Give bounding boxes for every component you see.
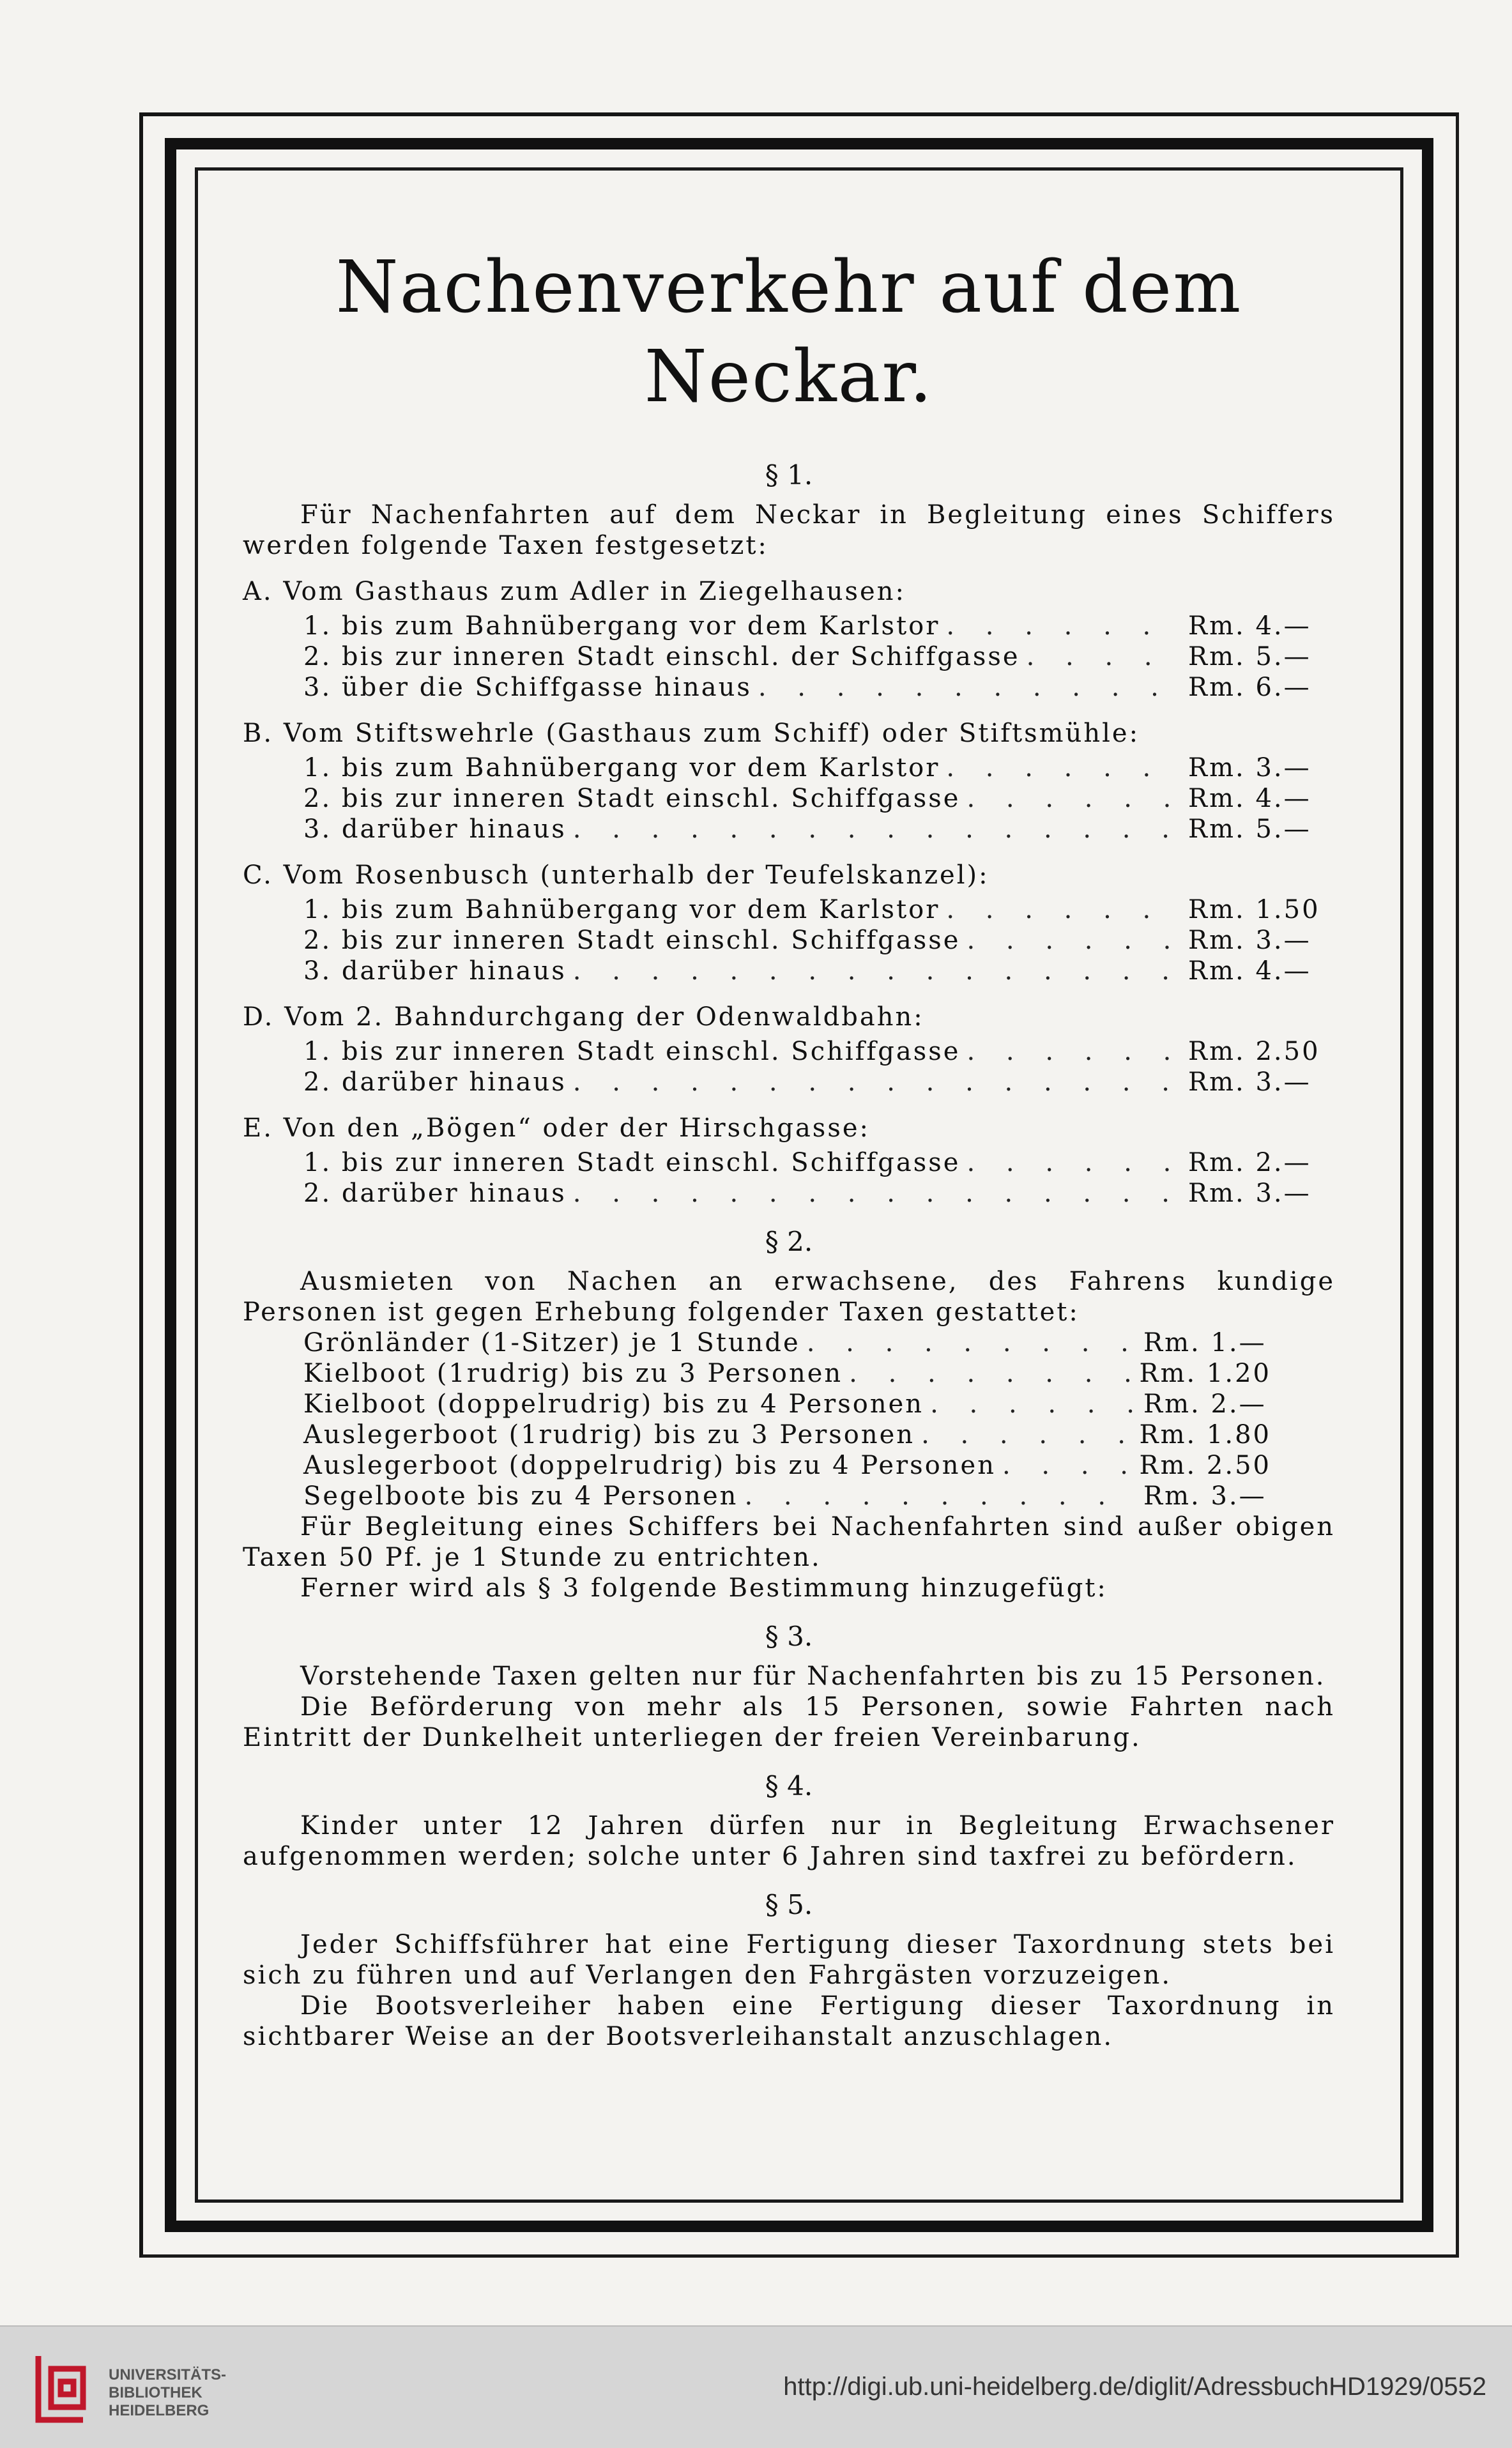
rental-label: Grönländer (1-Sitzer) je 1 Stunde (303, 1328, 800, 1358)
rental-row (303, 1481, 1271, 1511)
rental-label: Kielboot (1rudrig) bis zu 3 Personen (303, 1359, 843, 1388)
section-2-intro: Ausmieten von Nachen an erwachsene, des Fahrens kundige Personen ist gegen Erhebung folgender Taxen gestattet: (243, 1267, 1335, 1327)
tariff-row (303, 925, 1335, 956)
tariff-price: Rm. 3.— (1188, 926, 1311, 955)
tariff-price: Rm. 4.— (1188, 956, 1311, 986)
tariff-label: 2. bis zur inneren Stadt einschl. der Schiffgasse (303, 642, 1020, 671)
leader-dots (758, 672, 1182, 703)
section-5-heading: § 5. (765, 1889, 813, 1920)
group-title: B. Vom Stiftswehrle (Gasthaus zum Schiff) oder Stiftsmühle: (243, 719, 1140, 748)
viewer-footer (0, 2325, 1512, 2448)
leader-dots (966, 783, 1182, 814)
rental-row (303, 1327, 1271, 1358)
tariff-label: 2. bis zur inneren Stadt einschl. Schiffgasse (303, 926, 961, 955)
leader-dots (1002, 1450, 1133, 1481)
tariff-label: 1. bis zum Bahnübergang vor dem Karlstor (303, 895, 940, 924)
leader-dots (966, 1036, 1182, 1067)
tariff-label: 1. bis zum Bahnübergang vor dem Karlstor (303, 611, 940, 641)
tariff-price: Rm. 3.— (1188, 1067, 1311, 1097)
group-d (243, 1002, 1335, 1098)
tariff-price: Rm. 6.— (1188, 673, 1311, 702)
rental-price: Rm. 3.— (1143, 1481, 1267, 1511)
tariff-row (303, 1036, 1335, 1067)
tariff-price: Rm. 2.— (1188, 1148, 1311, 1177)
rental-price: Rm. 1.80 (1139, 1420, 1271, 1450)
group-title: A. Vom Gasthaus zum Adler in Ziegelhausen: (243, 577, 906, 606)
library-name (109, 2366, 226, 2420)
section-4-heading: § 4. (765, 1770, 813, 1802)
tariff-price: Rm. 3.— (1188, 1179, 1311, 1208)
leader-dots (930, 1389, 1137, 1419)
leader-dots (573, 1178, 1182, 1209)
rental-row (303, 1389, 1271, 1419)
tariff-row (303, 672, 1335, 703)
group-title: C. Vom Rosenbusch (unterhalb der Teufelskanzel): (243, 861, 989, 890)
tariff-label: 3. über die Schiffgasse hinaus (303, 673, 752, 702)
section-3-paragraph-2: Die Beförderung von mehr als 15 Personen, sowie Fahrten nach Eintritt der Dunkelheit unterliegen der freien Vereinbarung. (243, 1692, 1335, 1752)
section-2-heading: § 2. (765, 1226, 813, 1257)
tariff-label: 2. darüber hinaus (303, 1067, 567, 1097)
library-name-line-1: UNIVERSITÄTS- (109, 2366, 227, 2383)
tariff-label: 1. bis zur inneren Stadt einschl. Schiffgasse (303, 1148, 961, 1177)
tariff-row (303, 956, 1335, 986)
rental-label: Auslegerboot (1rudrig) bis zu 3 Personen (303, 1420, 915, 1450)
tariff-price: Rm. 3.— (1188, 753, 1311, 783)
tariff-label: 2. bis zur inneren Stadt einschl. Schiffgasse (303, 784, 961, 813)
section-4-paragraph-1: Kinder unter 12 Jahren dürfen nur in Begleitung Erwachsener aufgenommen werden; solche unter 6 Jahren sind taxfrei zu befördern. (243, 1811, 1335, 1871)
rental-price: Rm. 2.— (1143, 1389, 1267, 1419)
rental-label: Auslegerboot (doppelrudrig) bis zu 4 Personen (303, 1451, 996, 1480)
tariff-price: Rm. 4.— (1188, 611, 1311, 641)
rental-price: Rm. 2.50 (1139, 1451, 1271, 1480)
tariff-price: Rm. 5.— (1188, 642, 1311, 671)
library-name-line-2: BIBLIOTHEK (109, 2384, 202, 2401)
section-1-heading: § 1. (765, 459, 813, 491)
group-title: D. Vom 2. Bahndurchgang der Odenwaldbahn: (243, 1002, 924, 1032)
tariff-price: Rm. 1.50 (1188, 895, 1320, 924)
tariff-row (303, 611, 1335, 641)
leader-dots (744, 1481, 1137, 1511)
section-3-heading: § 3. (765, 1621, 813, 1652)
tariff-label: 1. bis zum Bahnübergang vor dem Karlstor (303, 753, 940, 783)
tariff-label: 2. darüber hinaus (303, 1179, 567, 1208)
group-a (243, 576, 1335, 703)
page-title: Nachenverkehr auf dem Neckar. (335, 246, 1242, 418)
leader-dots (921, 1419, 1133, 1450)
leader-dots (807, 1327, 1137, 1358)
rental-rates (243, 1327, 1335, 1511)
tariff-row (303, 814, 1335, 845)
section-1-intro: Für Nachenfahrten auf dem Neckar in Begleitung eines Schiffers werden folgende Taxen festgesetzt: (243, 500, 1335, 560)
leader-dots (946, 894, 1182, 925)
tariff-label: 3. darüber hinaus (303, 956, 567, 986)
group-title: E. Von den „Bögen“ oder der Hirschgasse: (243, 1113, 871, 1143)
tariff-row (303, 894, 1335, 925)
leader-dots (946, 611, 1182, 641)
tariff-label: 3. darüber hinaus (303, 815, 567, 844)
leader-dots (573, 1067, 1182, 1098)
rental-row (303, 1358, 1271, 1389)
tariff-row (303, 1178, 1335, 1209)
tariff-row (303, 641, 1335, 672)
permalink-url[interactable]: http://digi.ub.uni-heidelberg.de/diglit/AdressbuchHD1929/0552 (783, 2373, 1486, 2401)
rental-label: Kielboot (doppelrudrig) bis zu 4 Personen (303, 1389, 924, 1419)
section-3-paragraph-1: Vorstehende Taxen gelten nur für Nachenfahrten bis zu 15 Personen. (300, 1662, 1326, 1691)
leader-dots (966, 925, 1182, 956)
leader-dots (573, 956, 1182, 986)
section-2-note-addition: Ferner wird als § 3 folgende Bestimmung hinzugefügt: (300, 1573, 1108, 1603)
document-body (243, 230, 1335, 2052)
tariff-price: Rm. 4.— (1188, 784, 1311, 813)
leader-dots (1027, 641, 1182, 672)
tariff-price: Rm. 5.— (1188, 815, 1311, 844)
tariff-price: Rm. 2.50 (1188, 1037, 1320, 1066)
university-library-logo-icon (26, 2350, 96, 2426)
rental-row (303, 1419, 1271, 1450)
tariff-row (303, 1147, 1335, 1178)
tariff-row (303, 783, 1335, 814)
rental-price: Rm. 1.20 (1139, 1359, 1271, 1388)
leader-dots (966, 1147, 1182, 1178)
section-2-note-escort: Für Begleitung eines Schiffers bei Nachenfahrten sind außer obigen Taxen 50 Pf. je 1 Stunde zu entrichten. (243, 1512, 1335, 1572)
leader-dots (849, 1358, 1133, 1389)
group-e (243, 1113, 1335, 1209)
rental-label: Segelboote bis zu 4 Personen (303, 1481, 738, 1511)
leader-dots (946, 753, 1182, 783)
section-5-paragraph-1: Jeder Schiffsführer hat eine Fertigung dieser Taxordnung stets bei sich zu führen und auf Verlangen den Fahrgästen vorzuzeigen. (243, 1930, 1335, 1990)
section-5-paragraph-2: Die Bootsverleiher haben eine Fertigung dieser Taxordnung in sichtbarer Weise an der Bootsverleihanstalt anzuschlagen. (243, 1991, 1335, 2051)
tariff-label: 1. bis zur inneren Stadt einschl. Schiffgasse (303, 1037, 961, 1066)
rental-row (303, 1450, 1271, 1481)
library-name-line-3: HEIDELBERG (109, 2402, 210, 2419)
group-b (243, 718, 1335, 845)
rental-price: Rm. 1.— (1143, 1328, 1267, 1358)
tariff-row (303, 1067, 1335, 1098)
group-c (243, 860, 1335, 986)
tariff-row (303, 753, 1335, 783)
leader-dots (573, 814, 1182, 845)
